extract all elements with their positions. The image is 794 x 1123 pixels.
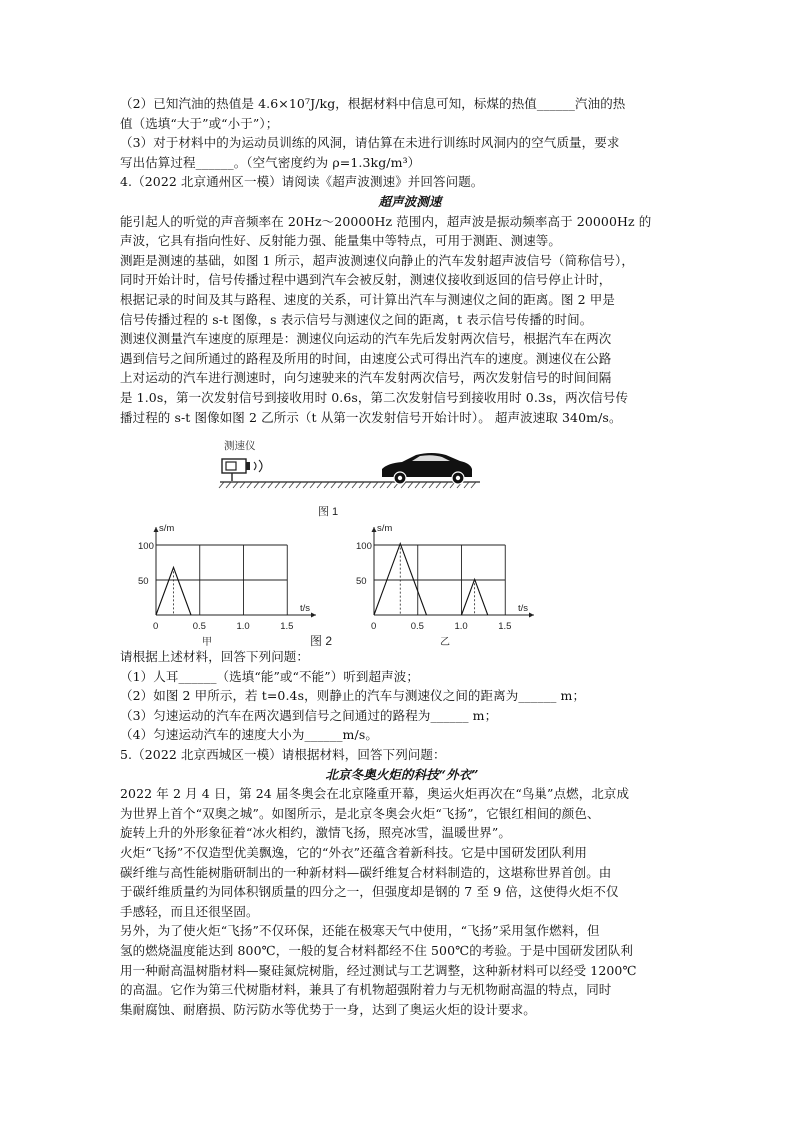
y-tick-label: 50 — [356, 576, 367, 588]
text-line: 为世界上首个“双奥之城”。如图所示，是北京冬奥会火炬“飞扬”，它银红相间的颜色、 — [120, 805, 600, 821]
text-line: （3）匀速运动的汽车在两次遇到信号之间通过的路程为______ m； — [120, 707, 498, 723]
x-axis-arrow — [311, 613, 316, 618]
figure-1-drawing — [120, 427, 700, 519]
text-line: 4.（2022 北京通州区一模）请阅读《超声波测速》并回答问题。 — [120, 174, 484, 190]
text-line: 测速仪测量汽车速度的原理是：测速仪向运动的汽车先后发射两次信号，根据汽车在两次 — [120, 331, 612, 347]
text-line: 的高温。它作为第三代树脂材料，兼具了有机物超强附着力与无机物耐高温的特点，同时 — [120, 982, 612, 998]
y-tick-label: 100 — [356, 541, 372, 553]
text-line: 火炬“飞扬”不仅造型优美飘逸，它的“外衣”还蕴含着新科技。它是中国研发团队利用 — [120, 845, 587, 861]
x-tick-label: 0 — [371, 621, 377, 633]
panel-label: 甲 — [202, 637, 212, 648]
road-ground — [219, 482, 480, 488]
figure-1-caption: 图 1 — [318, 506, 339, 519]
text-line: 声波，它具有指向性好、反射能力强、能量集中等特点，可用于测距、测速等。 — [120, 233, 562, 249]
passage-title-ultrasonic: 超声波测速 — [378, 193, 442, 209]
passage-ultrasonic-body — [120, 212, 700, 428]
speed-meter-label: 测速仪 — [224, 440, 256, 453]
x-tick-label: 1.0 — [236, 621, 250, 633]
x-tick-label: 1.5 — [280, 621, 294, 633]
figure-2-caption: 图 2 — [310, 634, 333, 648]
text-line: 播过程的 s-t 图像如图 2 乙所示（t 从第一次发射信号开始计时）。 超声波速取 340m/s。 — [120, 409, 622, 425]
x-tick-label: 0.5 — [410, 621, 424, 633]
speed-meter-icon — [222, 459, 262, 481]
x-axis-unit: t/s — [300, 603, 311, 615]
y-tick-label: 50 — [138, 576, 149, 588]
text-line: 旋转上升的外形象征着“冰火相约，激情飞扬，照亮冰雪，温暖世界”。 — [120, 825, 511, 841]
text-line: 写出估算过程______。（空气密度约为 ρ=1.3kg/m³） — [120, 154, 421, 170]
text-line: 集耐腐蚀、耐磨损、防污防水等优势于一身，达到了奥运火炬的设计要求。 — [120, 1001, 536, 1017]
text-line: 2022 年 2 月 4 日，第 24 届冬奥会在北京隆重开幕，奥运火炬再次在“鸟巢”点燃，北京成 — [120, 786, 630, 802]
document-page — [120, 94, 700, 1019]
text-line: 测距是测速的基础，如图 1 所示，超声波测速仪向静止的汽车发射超声波信号（简称信号）， — [120, 252, 634, 268]
text-line: 上对运动的汽车进行测速时，向匀速驶来的汽车发射两次信号，两次发射信号的时间间隔 — [120, 370, 612, 386]
text-line: 请根据上述材料，回答下列问题： — [120, 649, 310, 665]
x-tick-label: 1.0 — [454, 621, 468, 633]
figure-1 — [120, 427, 700, 519]
text-line: 能引起人的听觉的声音频率在 20Hz～20000Hz 范围内，超声波是振动频率高于 20000Hz 的 — [120, 213, 652, 229]
text-line: （1）人耳______（选填“能”或“不能”）听到超声波； — [120, 668, 419, 684]
y-axis-unit: s/m — [377, 523, 393, 535]
question-3-continuation — [120, 94, 700, 192]
text-line: 另外，为了使火炬“飞扬”不仅环保，还能在极寒天气中使用，“飞扬”采用氢作燃料，但 — [120, 923, 600, 939]
text-line: 是 1.0s，第一次发射信号到接收用时 0.6s，第二次发射信号到接收用时 0.3s，两次信号传 — [120, 389, 629, 405]
questions-ultrasonic — [120, 647, 700, 765]
text-line: 用一种耐高温树脂材料—聚硅氮烷树脂，经过测试与工艺调整，这种新材料可以经受 1200℃ — [120, 962, 637, 978]
figure-2 — [120, 519, 700, 647]
passage-title-torch: 北京冬奥火炬的科技“外衣” — [325, 766, 479, 782]
text-line: 氢的燃烧温度能达到 800℃，一般的复合材料都经不住 500℃的考验。于是中国研发团队利 — [120, 943, 634, 958]
figure-2-charts — [120, 519, 700, 647]
y-tick-label: 100 — [138, 541, 154, 553]
y-axis-unit: s/m — [159, 523, 175, 535]
text-line: 同时开始计时，信号传播过程中遇到汽车会被反射，测速仪接收到返回的信号停止计时， — [120, 272, 612, 288]
text-line: 根据记录的时间及其与路程、速度的关系，可计算出汽车与测速仪之间的距离。图 2 甲是 — [120, 291, 616, 307]
text-line: （4）匀速运动汽车的速度大小为______m/s。 — [120, 727, 378, 743]
y-axis-arrow — [154, 527, 159, 532]
text-line: 遇到信号之间所通过的路程及所用的时间，由速度公式可得出汽车的速度。测速仪在公路 — [120, 350, 612, 366]
text-line: 值（选填“大于”或“小于”）； — [120, 115, 279, 131]
x-tick-label: 1.5 — [498, 621, 512, 633]
text-line: 碳纤维与高性能树脂研制出的一种新材料—碳纤维复合材料制造的，这堪称世界首创。由 — [120, 864, 612, 880]
x-tick-label: 0.5 — [192, 621, 206, 633]
panel-label: 乙 — [440, 637, 450, 648]
text-line: （3）对于材料中的为运动员训练的风洞，请估算在未进行训练时风洞内的空气质量，要求 — [120, 135, 620, 151]
text-line: （2）如图 2 甲所示，若 t=0.4s，则静止的汽车与测速仪之间的距离为______ m； — [120, 688, 586, 704]
x-axis-arrow — [529, 613, 534, 618]
passage-torch-body — [120, 784, 700, 1019]
text-line: 手感轻，而且还很坚固。 — [120, 903, 259, 919]
text-line: 5.（2022 北京西城区一模）请根据材料，回答下列问题： — [120, 747, 446, 763]
x-axis-unit: t/s — [518, 603, 529, 615]
x-tick-label: 0 — [153, 621, 159, 633]
text-line: 信号传播过程的 s-t 图像，s 表示信号与测速仪之间的距离，t 表示信号传播的时间。 — [120, 311, 593, 327]
text-line: 于碳纤维质量约为同体积钢质量的四分之一，但强度却是钢的 7 至 9 倍，这使得火炬不仅 — [120, 884, 619, 900]
text-line: （2）已知汽油的热值是 4.6×10⁷J/kg，根据材料中信息可知，标煤的热值______汽油的热 — [120, 96, 626, 111]
car-icon — [382, 453, 472, 484]
y-axis-arrow — [372, 527, 377, 532]
